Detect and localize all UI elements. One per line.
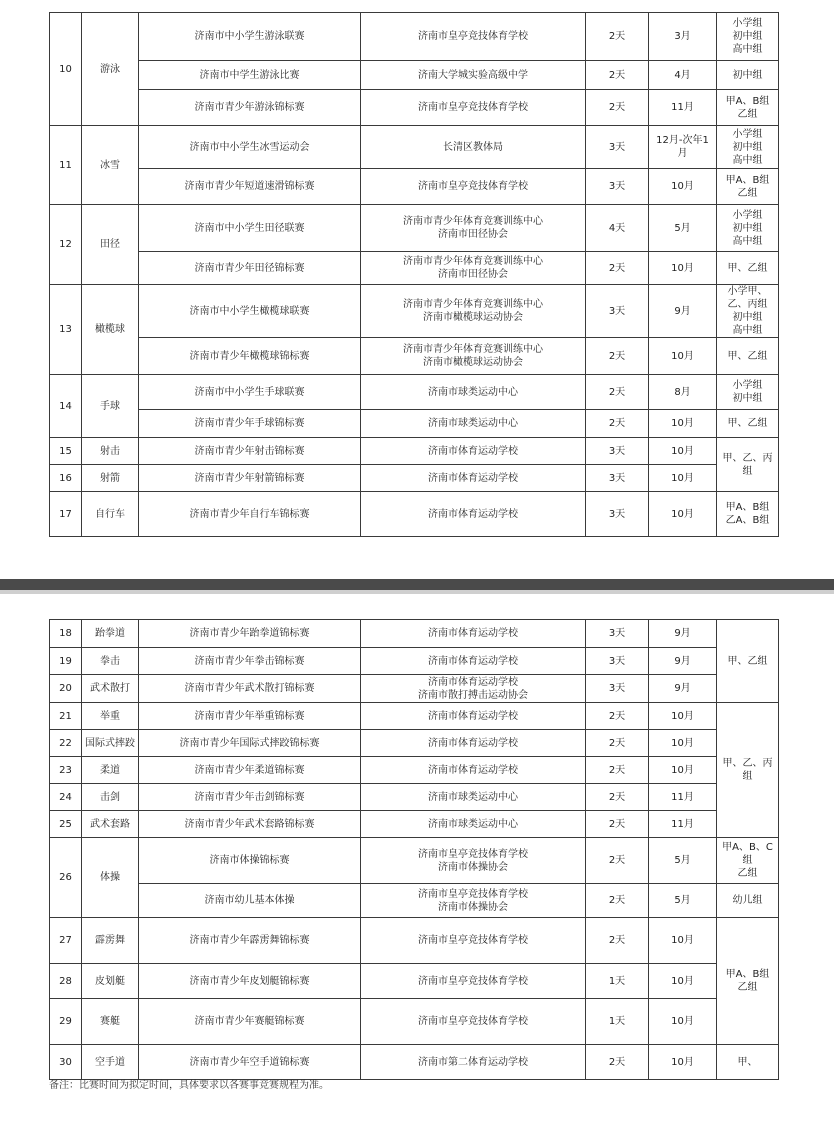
organizer: 济南市体育运动学校	[361, 465, 586, 492]
organizer: 济南市体育运动学校 济南市散打搏击运动协会	[361, 675, 586, 703]
duration: 2天	[586, 918, 649, 964]
row-number: 30	[50, 1045, 82, 1080]
duration: 2天	[586, 410, 649, 438]
organizer: 济南市青少年体育竞赛训练中心 济南市橄榄球运动协会	[361, 285, 586, 338]
organizer: 济南市体育运动学校	[361, 438, 586, 465]
organizer: 济南市体育运动学校	[361, 730, 586, 757]
duration: 3天	[586, 126, 649, 169]
table-row	[50, 169, 779, 205]
event-name: 济南市青少年田径锦标赛	[139, 252, 361, 285]
duration: 2天	[586, 375, 649, 410]
organizer: 济南市皇亭竞技体育学校	[361, 169, 586, 205]
group: 甲、乙组	[717, 252, 779, 285]
month: 10月	[649, 999, 717, 1045]
organizer: 济南市皇亭竞技体育学校 济南市体操协会	[361, 884, 586, 918]
duration: 2天	[586, 90, 649, 126]
event-name: 济南市青少年柔道锦标赛	[139, 757, 361, 784]
row-number: 11	[50, 126, 82, 205]
row-number: 21	[50, 703, 82, 730]
organizer: 济南市球类运动中心	[361, 375, 586, 410]
event-name: 济南市青少年武术套路锦标赛	[139, 811, 361, 838]
month: 9月	[649, 285, 717, 338]
group: 小学甲、乙、丙组 初中组 高中组	[717, 285, 779, 338]
event-name: 济南市体操锦标赛	[139, 838, 361, 884]
sport-name: 游泳	[82, 13, 139, 126]
month: 11月	[649, 784, 717, 811]
page-divider-shadow	[0, 590, 834, 594]
duration: 2天	[586, 1045, 649, 1080]
group: 甲A、B组 乙组	[717, 918, 779, 1045]
table-row	[50, 465, 779, 492]
group: 小学组 初中组 高中组	[717, 13, 779, 61]
month: 10月	[649, 1045, 717, 1080]
group: 甲A、B、C组 乙组	[717, 838, 779, 884]
table-row	[50, 999, 779, 1045]
organizer: 济南市球类运动中心	[361, 811, 586, 838]
sport-name: 自行车	[82, 492, 139, 537]
duration: 2天	[586, 13, 649, 61]
table-row	[50, 438, 779, 465]
month: 9月	[649, 648, 717, 675]
footnote: 备注：比赛时间为拟定时间，具体要求以各赛事竞赛规程为准。	[49, 1080, 329, 1091]
sport-name: 国际式摔跤	[82, 730, 139, 757]
month: 10月	[649, 252, 717, 285]
table-row	[50, 90, 779, 126]
table-row	[50, 338, 779, 375]
month: 10月	[649, 918, 717, 964]
month: 11月	[649, 811, 717, 838]
month: 5月	[649, 838, 717, 884]
event-name: 济南市青少年武术散打锦标赛	[139, 675, 361, 703]
table-row	[50, 620, 779, 648]
organizer: 济南市皇亭竞技体育学校	[361, 90, 586, 126]
table-row	[50, 126, 779, 169]
event-name: 济南市幼儿基本体操	[139, 884, 361, 918]
month: 3月	[649, 13, 717, 61]
month: 10月	[649, 465, 717, 492]
month: 10月	[649, 492, 717, 537]
table-row	[50, 492, 779, 537]
group: 甲A、B组 乙组	[717, 169, 779, 205]
duration: 3天	[586, 465, 649, 492]
organizer: 济南市皇亭竞技体育学校	[361, 918, 586, 964]
table-row	[50, 648, 779, 675]
duration: 2天	[586, 784, 649, 811]
row-number: 23	[50, 757, 82, 784]
organizer: 济南市皇亭竞技体育学校	[361, 13, 586, 61]
duration: 1天	[586, 999, 649, 1045]
table-row	[50, 13, 779, 61]
organizer: 济南市皇亭竞技体育学校	[361, 999, 586, 1045]
duration: 1天	[586, 964, 649, 999]
duration: 2天	[586, 811, 649, 838]
month: 4月	[649, 61, 717, 90]
organizer: 济南市体育运动学校	[361, 620, 586, 648]
table-row	[50, 375, 779, 410]
organizer: 济南市皇亭竞技体育学校 济南市体操协会	[361, 838, 586, 884]
event-name: 济南市中小学生手球联赛	[139, 375, 361, 410]
row-number: 19	[50, 648, 82, 675]
duration: 2天	[586, 703, 649, 730]
month: 9月	[649, 675, 717, 703]
duration: 3天	[586, 620, 649, 648]
month: 10月	[649, 338, 717, 375]
duration: 2天	[586, 61, 649, 90]
table-row	[50, 410, 779, 438]
organizer: 长清区教体局	[361, 126, 586, 169]
duration: 2天	[586, 884, 649, 918]
event-name: 济南市青少年空手道锦标赛	[139, 1045, 361, 1080]
row-number: 26	[50, 838, 82, 918]
table-row	[50, 884, 779, 918]
table-row	[50, 1045, 779, 1080]
month: 10月	[649, 730, 717, 757]
event-name: 济南市青少年短道速滑锦标赛	[139, 169, 361, 205]
month: 10月	[649, 410, 717, 438]
table-row	[50, 730, 779, 757]
row-number: 25	[50, 811, 82, 838]
row-number: 15	[50, 438, 82, 465]
row-number: 20	[50, 675, 82, 703]
month: 5月	[649, 884, 717, 918]
duration: 2天	[586, 757, 649, 784]
sport-name: 赛艇	[82, 999, 139, 1045]
duration: 4天	[586, 205, 649, 252]
month: 5月	[649, 205, 717, 252]
table-row	[50, 811, 779, 838]
organizer: 济南市皇亭竞技体育学校	[361, 964, 586, 999]
table-row	[50, 784, 779, 811]
row-number: 29	[50, 999, 82, 1045]
event-name: 济南市青少年霹雳舞锦标赛	[139, 918, 361, 964]
sport-name: 武术散打	[82, 675, 139, 703]
organizer: 济南大学城实验高级中学	[361, 61, 586, 90]
organizer: 济南市青少年体育竞赛训练中心 济南市田径协会	[361, 205, 586, 252]
organizer: 济南市体育运动学校	[361, 492, 586, 537]
duration: 2天	[586, 838, 649, 884]
event-name: 济南市青少年赛艇锦标赛	[139, 999, 361, 1045]
row-number: 22	[50, 730, 82, 757]
group: 甲、乙组	[717, 338, 779, 375]
event-name: 济南市青少年游泳锦标赛	[139, 90, 361, 126]
table-row	[50, 252, 779, 285]
event-name: 济南市青少年橄榄球锦标赛	[139, 338, 361, 375]
sport-name: 空手道	[82, 1045, 139, 1080]
row-number: 28	[50, 964, 82, 999]
duration: 3天	[586, 492, 649, 537]
event-name: 济南市青少年射箭锦标赛	[139, 465, 361, 492]
table-row	[50, 703, 779, 730]
row-number: 10	[50, 13, 82, 126]
schedule-table-bottom	[49, 619, 779, 1080]
duration: 2天	[586, 338, 649, 375]
event-name: 济南市中小学生冰雪运动会	[139, 126, 361, 169]
table-row	[50, 918, 779, 964]
month: 10月	[649, 757, 717, 784]
organizer: 济南市青少年体育竞赛训练中心 济南市田径协会	[361, 252, 586, 285]
table-row	[50, 675, 779, 703]
table-row	[50, 964, 779, 999]
month: 11月	[649, 90, 717, 126]
row-number: 18	[50, 620, 82, 648]
event-name: 济南市青少年射击锦标赛	[139, 438, 361, 465]
sport-name: 武术套路	[82, 811, 139, 838]
month: 10月	[649, 438, 717, 465]
organizer: 济南市第二体育运动学校	[361, 1045, 586, 1080]
organizer: 济南市体育运动学校	[361, 648, 586, 675]
organizer: 济南市球类运动中心	[361, 410, 586, 438]
event-name: 济南市中小学生田径联赛	[139, 205, 361, 252]
duration: 3天	[586, 285, 649, 338]
duration: 3天	[586, 438, 649, 465]
month: 10月	[649, 964, 717, 999]
table-row	[50, 285, 779, 338]
duration: 2天	[586, 252, 649, 285]
group: 甲A、B组 乙A、B组	[717, 492, 779, 537]
table-row	[50, 205, 779, 252]
event-name: 济南市青少年跆拳道锦标赛	[139, 620, 361, 648]
row-number: 24	[50, 784, 82, 811]
sport-name: 拳击	[82, 648, 139, 675]
group: 初中组	[717, 61, 779, 90]
group: 甲、乙组	[717, 410, 779, 438]
table-row	[50, 757, 779, 784]
duration: 3天	[586, 169, 649, 205]
table-row	[50, 838, 779, 884]
event-name: 济南市青少年举重锦标赛	[139, 703, 361, 730]
event-name: 济南市青少年手球锦标赛	[139, 410, 361, 438]
sport-name: 举重	[82, 703, 139, 730]
duration: 3天	[586, 675, 649, 703]
group: 小学组 初中组	[717, 375, 779, 410]
sport-name: 田径	[82, 205, 139, 285]
sport-name: 体操	[82, 838, 139, 918]
event-name: 济南市中学生游泳比赛	[139, 61, 361, 90]
row-number: 17	[50, 492, 82, 537]
month: 10月	[649, 703, 717, 730]
month: 8月	[649, 375, 717, 410]
table-row	[50, 61, 779, 90]
event-name: 济南市青少年自行车锦标赛	[139, 492, 361, 537]
sport-name: 手球	[82, 375, 139, 438]
sport-name: 霹雳舞	[82, 918, 139, 964]
duration: 3天	[586, 648, 649, 675]
row-number: 16	[50, 465, 82, 492]
event-name: 济南市中小学生游泳联赛	[139, 13, 361, 61]
group: 小学组 初中组 高中组	[717, 126, 779, 169]
sport-name: 冰雪	[82, 126, 139, 205]
month: 9月	[649, 620, 717, 648]
schedule-table-top	[49, 12, 779, 537]
organizer: 济南市青少年体育竞赛训练中心 济南市橄榄球运动协会	[361, 338, 586, 375]
organizer: 济南市体育运动学校	[361, 757, 586, 784]
group: 甲、乙、丙组	[717, 703, 779, 838]
sport-name: 橄榄球	[82, 285, 139, 375]
sport-name: 射击	[82, 438, 139, 465]
organizer: 济南市球类运动中心	[361, 784, 586, 811]
group: 甲A、B组 乙组	[717, 90, 779, 126]
month: 10月	[649, 169, 717, 205]
event-name: 济南市青少年皮划艇锦标赛	[139, 964, 361, 999]
month: 12月-次年1 月	[649, 126, 717, 169]
group: 甲、乙、丙组	[717, 438, 779, 492]
group: 甲、	[717, 1045, 779, 1080]
sport-name: 皮划艇	[82, 964, 139, 999]
page-divider	[0, 579, 834, 590]
sport-name: 柔道	[82, 757, 139, 784]
row-number: 13	[50, 285, 82, 375]
sport-name: 击剑	[82, 784, 139, 811]
row-number: 12	[50, 205, 82, 285]
event-name: 济南市青少年拳击锦标赛	[139, 648, 361, 675]
event-name: 济南市中小学生橄榄球联赛	[139, 285, 361, 338]
event-name: 济南市青少年国际式摔跤锦标赛	[139, 730, 361, 757]
event-name: 济南市青少年击剑锦标赛	[139, 784, 361, 811]
group: 幼儿组	[717, 884, 779, 918]
organizer: 济南市体育运动学校	[361, 703, 586, 730]
row-number: 27	[50, 918, 82, 964]
duration: 2天	[586, 730, 649, 757]
group: 小学组 初中组 高中组	[717, 205, 779, 252]
group: 甲、乙组	[717, 620, 779, 703]
sport-name: 射箭	[82, 465, 139, 492]
row-number: 14	[50, 375, 82, 438]
sport-name: 跆拳道	[82, 620, 139, 648]
